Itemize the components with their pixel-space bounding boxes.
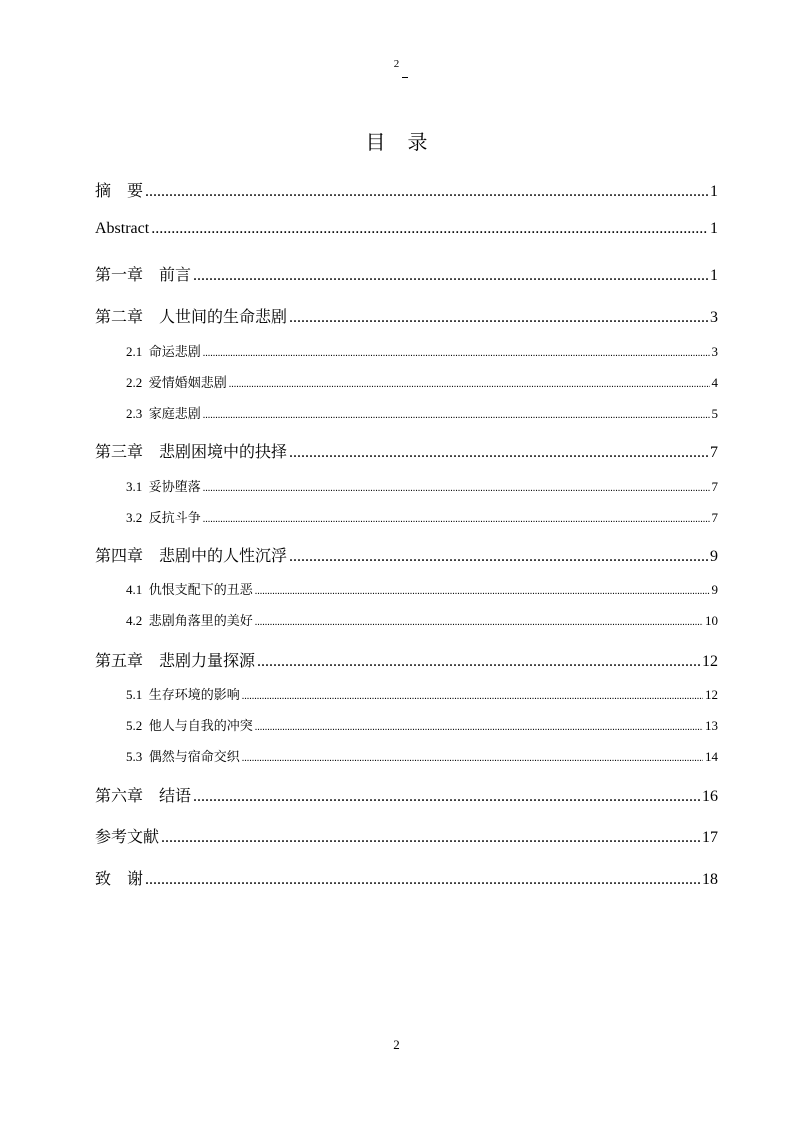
toc-entry-label: 第三章 悲剧困境中的抉择 [95, 442, 288, 461]
toc-entry-label: 第一章 前言 [95, 265, 192, 284]
toc-chapter-entry [95, 543, 718, 566]
toc-entry-label: 参考文献 [95, 827, 160, 846]
toc-section-number: 4.2 [126, 613, 149, 628]
toc-dot-leader [203, 483, 710, 494]
toc-page-number: 1 [710, 220, 718, 237]
toc-entry-label: 第二章 人世间的生命悲剧 [95, 307, 288, 326]
toc-chapter-entry [95, 304, 718, 327]
toc-section-number: 3.1 [126, 479, 149, 494]
toc-section-number: 5.3 [126, 749, 149, 764]
toc-dot-leader [242, 753, 703, 764]
toc-page-number: 14 [705, 749, 718, 764]
toc-entry-label: 他人与自我的冲突 [148, 719, 253, 734]
toc-dot-leader [289, 444, 708, 462]
toc-page-number: 10 [705, 613, 718, 628]
toc-entry-label: 偶然与宿命交织 [148, 750, 240, 765]
toc-dot-leader [242, 691, 703, 702]
toc-chapter-entry [95, 866, 718, 889]
toc-dot-leader [289, 309, 708, 327]
toc-page-number: 7 [710, 444, 718, 461]
toc-dot-leader [255, 586, 710, 597]
toc-dot-leader [255, 722, 703, 733]
toc-entry-label: 第五章 悲剧力量探源 [95, 651, 256, 670]
toc-dot-leader [161, 829, 700, 847]
toc-section-number: 2.3 [126, 406, 149, 421]
toc-page-number: 3 [711, 344, 718, 359]
toc-entry-label: 致 谢 [95, 869, 144, 888]
toc-entry-label: 爱情婚姻悲剧 [148, 376, 227, 391]
toc-dot-leader [203, 348, 710, 359]
toc-dot-leader [203, 514, 710, 525]
toc-dot-leader [193, 788, 700, 806]
toc-section-entry [126, 610, 718, 629]
toc-page-number: 9 [711, 582, 718, 597]
toc-page-number: 13 [705, 718, 718, 733]
toc-dot-leader [151, 220, 708, 238]
toc-entry-label: 第六章 结语 [95, 786, 192, 805]
toc-entry-label: 悲剧角落里的美好 [148, 614, 253, 629]
toc-page-number: 17 [702, 829, 718, 846]
toc-dot-leader [257, 653, 700, 671]
toc-page-number: 18 [702, 871, 718, 888]
toc-page-number: 5 [711, 406, 718, 421]
footer-page-number: 2 [393, 1037, 400, 1052]
toc-page-number: 1 [710, 183, 718, 200]
toc-chapter-entry [95, 178, 718, 201]
toc-page-number: 3 [710, 309, 718, 326]
toc-entry-label: 命运悲剧 [148, 345, 201, 360]
toc-page-number: 12 [702, 653, 718, 670]
toc-entry-label: 妥协堕落 [148, 480, 201, 495]
toc-section-entry [126, 507, 718, 526]
toc-page-number: 7 [711, 510, 718, 525]
toc-section-entry [126, 341, 718, 360]
toc-section-entry [126, 715, 718, 734]
toc-page-number: 12 [705, 687, 718, 702]
toc-entry-label: Abstract [95, 220, 150, 237]
toc-section-number: 5.2 [126, 718, 149, 733]
toc-entry-label: 生存环境的影响 [148, 688, 240, 703]
toc-section-entry [126, 476, 718, 495]
toc-chapter-entry [95, 262, 718, 285]
toc-section-entry [126, 684, 718, 703]
toc-page-number: 9 [710, 548, 718, 565]
toc-page-number: 16 [702, 788, 718, 805]
toc-dot-leader [255, 617, 703, 628]
toc-dot-leader [203, 410, 710, 421]
toc-section-number: 2.2 [126, 375, 149, 390]
toc-title: 目录 [365, 130, 450, 154]
toc-section-entry [126, 579, 718, 598]
toc-page-number: 1 [710, 267, 718, 284]
toc-page-number: 4 [711, 375, 718, 390]
toc-page-number: 7 [711, 479, 718, 494]
toc-dot-leader [145, 183, 708, 201]
toc-section-entry [126, 746, 718, 765]
toc-entry-label: 反抗斗争 [148, 511, 201, 526]
toc-chapter-entry [95, 824, 718, 847]
toc-section-number: 5.1 [126, 687, 149, 702]
toc-section-number: 3.2 [126, 510, 149, 525]
toc-entry-label: 仇恨支配下的丑恶 [148, 583, 253, 598]
toc-dot-leader [289, 548, 708, 566]
toc-entry-label: 摘 要 [95, 181, 144, 200]
toc-chapter-entry [95, 439, 718, 462]
toc-section-number: 4.1 [126, 582, 149, 597]
toc-dot-leader [193, 267, 708, 285]
toc-entry-label: 家庭悲剧 [148, 407, 201, 422]
toc-entry-label: 第四章 悲剧中的人性沉浮 [95, 546, 288, 565]
toc-section-number: 2.1 [126, 344, 149, 359]
toc-section-entry [126, 403, 718, 422]
toc-dot-leader [229, 379, 710, 390]
toc-chapter-entry [95, 783, 718, 806]
toc-chapter-entry [95, 220, 718, 238]
header-page-number: 2 [393, 58, 400, 70]
toc-dot-leader [145, 871, 700, 889]
toc-chapter-entry [95, 648, 718, 671]
toc-section-entry [126, 372, 718, 391]
